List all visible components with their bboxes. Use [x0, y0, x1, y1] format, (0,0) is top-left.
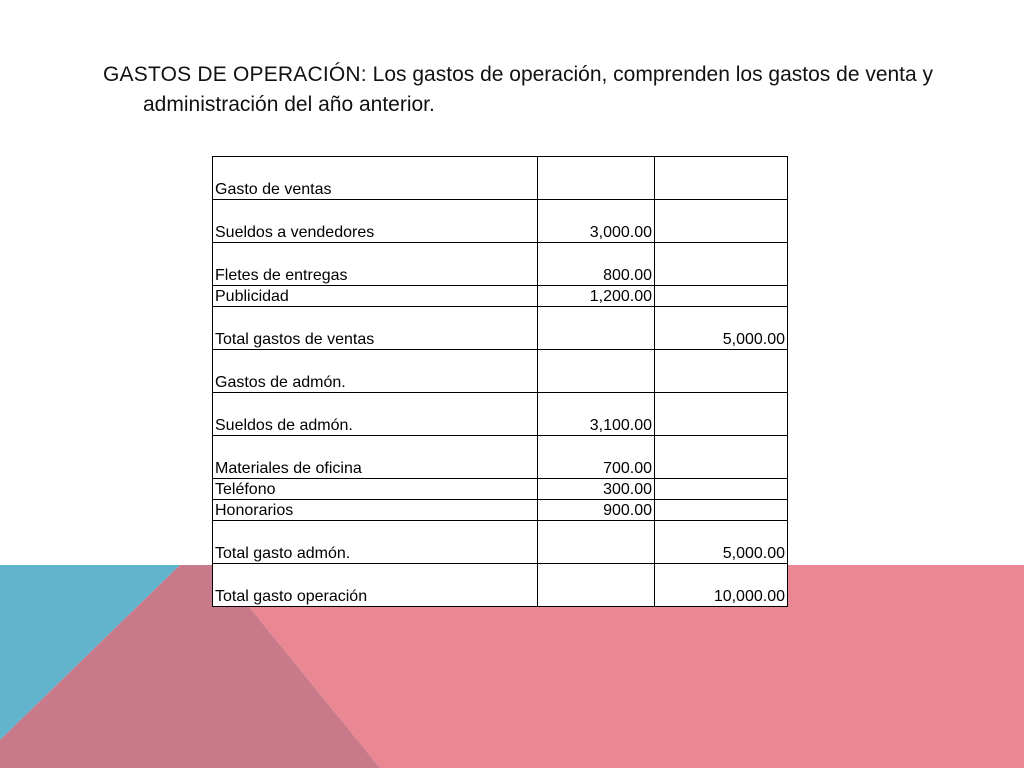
row-amount: 700.00 [538, 436, 655, 479]
heading-text: Los gastos de operación, comprenden los gastos de venta y administración del año anterior. [143, 63, 934, 116]
row-amount: 3,100.00 [538, 393, 655, 436]
table-row [213, 479, 788, 500]
table-row [213, 200, 788, 243]
table-row [213, 350, 788, 393]
row-label: Gastos de admón. [213, 350, 538, 393]
row-amount: 300.00 [538, 479, 655, 500]
table-row [213, 307, 788, 350]
row-label: Materiales de oficina [213, 436, 538, 479]
heading-caps: GASTOS DE OPERACIÓN: [103, 63, 367, 86]
slide-heading [103, 60, 993, 120]
row-label: Sueldos a vendedores [213, 200, 538, 243]
row-amount: 3,000.00 [538, 200, 655, 243]
row-total: 5,000.00 [655, 521, 788, 564]
row-label: Honorarios [213, 500, 538, 521]
table-row [213, 286, 788, 307]
row-amount [538, 521, 655, 564]
row-total: 10,000.00 [655, 564, 788, 607]
row-label: Gasto de ventas [213, 157, 538, 200]
expenses-table [212, 156, 788, 607]
row-amount [538, 350, 655, 393]
row-total [655, 157, 788, 200]
row-amount: 900.00 [538, 500, 655, 521]
table-row [213, 521, 788, 564]
row-amount [538, 307, 655, 350]
table-row [213, 243, 788, 286]
row-total: 5,000.00 [655, 307, 788, 350]
row-amount [538, 564, 655, 607]
row-label: Sueldos de admón. [213, 393, 538, 436]
row-amount [538, 157, 655, 200]
row-total [655, 350, 788, 393]
row-total [655, 286, 788, 307]
table-row [213, 157, 788, 200]
table-row [213, 436, 788, 479]
row-total [655, 393, 788, 436]
row-label: Fletes de entregas [213, 243, 538, 286]
row-total [655, 500, 788, 521]
table-row [213, 500, 788, 521]
row-total [655, 436, 788, 479]
table-row [213, 564, 788, 607]
row-total [655, 243, 788, 286]
row-label: Total gasto admón. [213, 521, 538, 564]
row-total [655, 200, 788, 243]
row-amount: 1,200.00 [538, 286, 655, 307]
table-row [213, 393, 788, 436]
row-label: Teléfono [213, 479, 538, 500]
row-label: Total gastos de ventas [213, 307, 538, 350]
row-label: Publicidad [213, 286, 538, 307]
row-label: Total gasto operación [213, 564, 538, 607]
row-amount: 800.00 [538, 243, 655, 286]
row-total [655, 479, 788, 500]
